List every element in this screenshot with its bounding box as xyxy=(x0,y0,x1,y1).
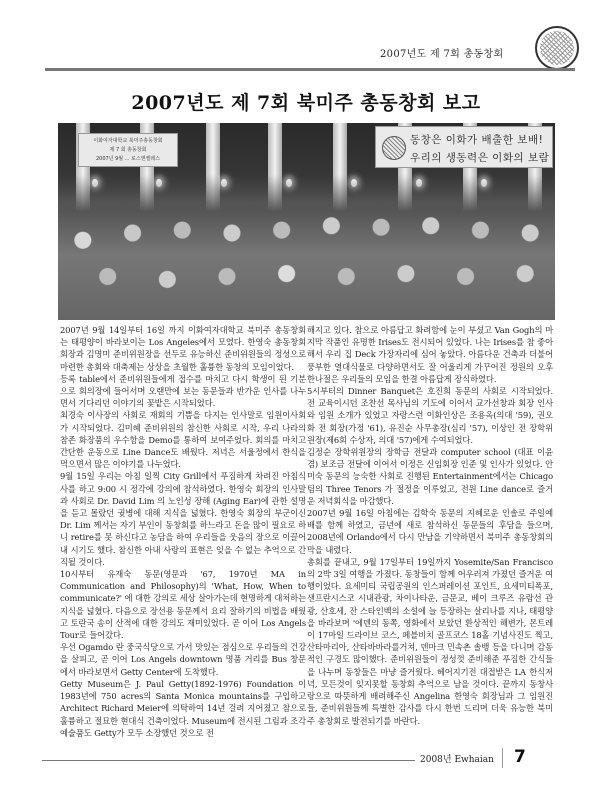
footer-divider xyxy=(42,760,415,761)
paragraph: 등록 table에서 준비위원들에게 접수를 마치고 다시 학생이 된 기분으로 회의장에 들어서며 오랜만에 보는 동문들과 반가운 인사를 나누면서 기다리던 이야기의 꽃밭은 시작되었다. xyxy=(60,373,306,409)
banner-right-line1: 동창은 이화가 배출한 보배! xyxy=(410,134,544,146)
paragraph: 5시부터의 Dinner Banquet은 호진희 동문의 사회로 시작되었다. 전 교육이시던 조찬선 목사님의 기도에 이어서 교가선창과 회장 인사와 임원 소개가 있었고 자랑스런 이화인상은 조용옥(의대 '59), 권오화 전 회장(가정 '61), 유진순 사무총장(심리 '57), 이상인 전 장학위원장(제6회 수상자, 의대 '57)에게 수여되었다. xyxy=(307,386,553,445)
paragraph: 최경숙 이사장의 사회로 재회의 기쁨을 다지는 인사말로 임원이사회가 시작되었다. 김미혜 준비위원의 참신한 사회로 시작, 우리 나라의 참존 화장품의 우수함을 Demo를 통하여 보여주었다. 회의를 마치고 간단한 운동으로 Line Dance도 배웠다. 저녁은 서울정에서 한식을 먹으면서 많은 이야기를 나누었다. xyxy=(60,410,306,470)
banner-left-line: 제 7 회 총동창회 xyxy=(109,147,147,153)
footer-separator xyxy=(502,748,503,768)
banner-emblem-icon xyxy=(382,136,406,160)
article-column-right xyxy=(307,324,553,727)
photo-crowd xyxy=(58,175,555,320)
paragraph: 총회를 끝내고, 9월 17일부터 19일까지 Yosemite/San Francisco의 2박 3일 여행을 가졌다. 동창들이 함께 어우러져 가졌던 즐거운 여행이었다. 요세미티 국립공원의 인스퍼레이션 포인트, 요세미티폭포, 샌프란시스코 시내관광, 차이나타운, 금문교, 베이 크루즈 유람선 관광, 산호세, 잔 스타인벡의 소설에 늘 등장하는 살리나를 지나, 태평양을 바라보며 '에덴의 동쪽, 영화에서 보았던 환상적인 해변가, 몬트레이 17마일 드라이브 코스, 페블비치 골프코스 18홀 기념사진도 찍고, 산타마리아, 산타바바라를거쳐, 덴마크 민속촌 솔뱅 등을 다니며 감동적인 구경도 많이했다. 준비위원들이 정성껏 준비해준 푸짐한 간식들을 나누며 동창들은 마냥 즐거웠다. 헤어지기전 대접받은 LA 한식저녁, 모든것이 잊지못할 동창회 추억으로 남을 것이다. 끝까지 동창사랑으로 따뜻하게 배려해주신 Angelina 한영숙 회장님과 그 임원진들, 준비위원들께 특별한 감사를 다시 한번 드리며 더욱 유능한 북미주 총창회로 발전되기를 바란다. xyxy=(307,556,553,726)
photo-banner-right xyxy=(375,126,553,168)
paragraph: 10시부터 유재숙 동문(영문과 '67, 1970년 MA in Communication and Philosophy)의 'What, How, When to communicate?' 에 대한 강의로 세상 살아가는데 현명하게 대처하는 지식을 넓혔다. 다음으로 장선용 동문께서 요리 잘하기의 비법을 배웠고 토란국 송이 산적에 대한 강의도 재미있었다. 곧 이어 Los Angels Tour로 들어갔다. xyxy=(60,569,306,641)
alumni-seal-icon xyxy=(535,26,579,70)
photo-banner-left xyxy=(78,133,178,167)
header-divider xyxy=(45,68,575,71)
group-photo xyxy=(58,123,555,320)
paragraph: Getty Museum은 J. Paul Getty(1892-1976) Foundation 이 1983년에 750 acres의 Santa Monica mountains를 구입하고 Architect Richard Meier에 의탁하여 14년 걸려 지어졌고 참으로 훌륭하고 절묘한 현대식 건축이었다. Museum에 전시된 그림과 조각 예술품도 Getty가 모두 소장했던 것으로 전 xyxy=(60,678,306,738)
banner-left-line: 2007년 9월 ... 로스앤젤레스 xyxy=(95,156,161,162)
paragraph: 2007년 9월 16일 아침에는 김학숙 동문의 지혜로운 인솔로 주일예배를 함께 하였고, 금년에 새로 참석하신 동문들의 후담을 들으며, 2008년에 Orlando에서 다시 만남을 기약하면서 북미주 총동창회의 막을 내렸다. xyxy=(307,508,553,555)
page-number: 7 xyxy=(514,747,526,767)
paragraph: 김정순 장학위원장의 장학금 전달과 computer school (대표 이윤겸) 보조금 전달에 이어서 이정은 신임회장 인준 및 인사가 있었다. 안미숙 동문의 능숙한 사회로 진행된 Entertainment에서는 Chicago 팀의 Three Tenors 가 절정을 이루었고, 전원 Line dance로 즐거운 저녁회식을 마감했다. xyxy=(307,447,553,506)
article-title: 2007년도 제 7회 북미주 총동창회 보고 xyxy=(131,92,481,114)
article-column-left xyxy=(60,324,306,739)
banner-right-line2: 우리의 생동력은 이화의 보람 xyxy=(410,152,550,164)
paragraph: 9월 15일 우리는 아침 일찍 City Grill에서 푸짐하게 차려진 아침식사를 하고 9:00 시 정각에 강의에 참석하였다. 한영숙 회장의 인사말과 사회로 Dr. David Lim 의 노인성 장해 (Aging Ear)에 관한 설명을 듣고 몰랐던 귓병에 대해 지식을 넓혔다. 한영숙 회장의 부군이신 Dr. Lim 께서는 자기 부인이 동창회를 하느라고 돈을 많이 필요로 하니 retire를 못 하신다고 농담을 하여 우리들을 웃음의 장으로 이끌어내 시기도 했다. 참신한 아내 사랑의 표현은 잊을 수 없는 추억으로 간직될 것이다. xyxy=(60,471,306,567)
banner-left-line: 이화여자대학교 북미주총동창회 xyxy=(93,138,163,144)
running-header: 2007년도 제 7회 총동창회 xyxy=(380,49,504,60)
paragraph: 우선 Ogamdo 란 중국식당으로 가서 맛있는 점심으로 우리들의 건강을 살피고, 곧 이어 Los Angels downtown 명품 거리를 Bus 창문에서 바라보면서 Getty Center에 도착했다. xyxy=(60,642,306,677)
footer-publication: 2008년 Ewhaian xyxy=(420,755,494,765)
paragraph: 해지고 있다. 참으로 아름답고 화려함에 눈이 부셨고 Van Gogh의 마지막 작품인 유명한 Irises도 전시되어 있었다. 나는 Irises를 참 좋아해서 우리 집 Deck 가장자리에 심어 놓았다. 아름다운 건축과 더불어 풍부한 열대식물로 다양하면서도 잘 어울리게 가꾸어진 정원의 오후 한나절은 우리들의 모임을 한결 아름답게 장식하였다. xyxy=(307,325,553,384)
paragraph: 2007년 9월 14일부터 16일 까지 이화여자대학교 북미주 총동창회는 태평양이 바라보이는 Los Angeles에서 모였다. 한영숙 총동창회 회장과 김명미 준비위원장을 선두로 유능하신 준비위원들의 정성으로 마련한 총회와 대축제는 상상을 초월한 훌륭한 동창의 모임이었다. xyxy=(60,325,306,372)
